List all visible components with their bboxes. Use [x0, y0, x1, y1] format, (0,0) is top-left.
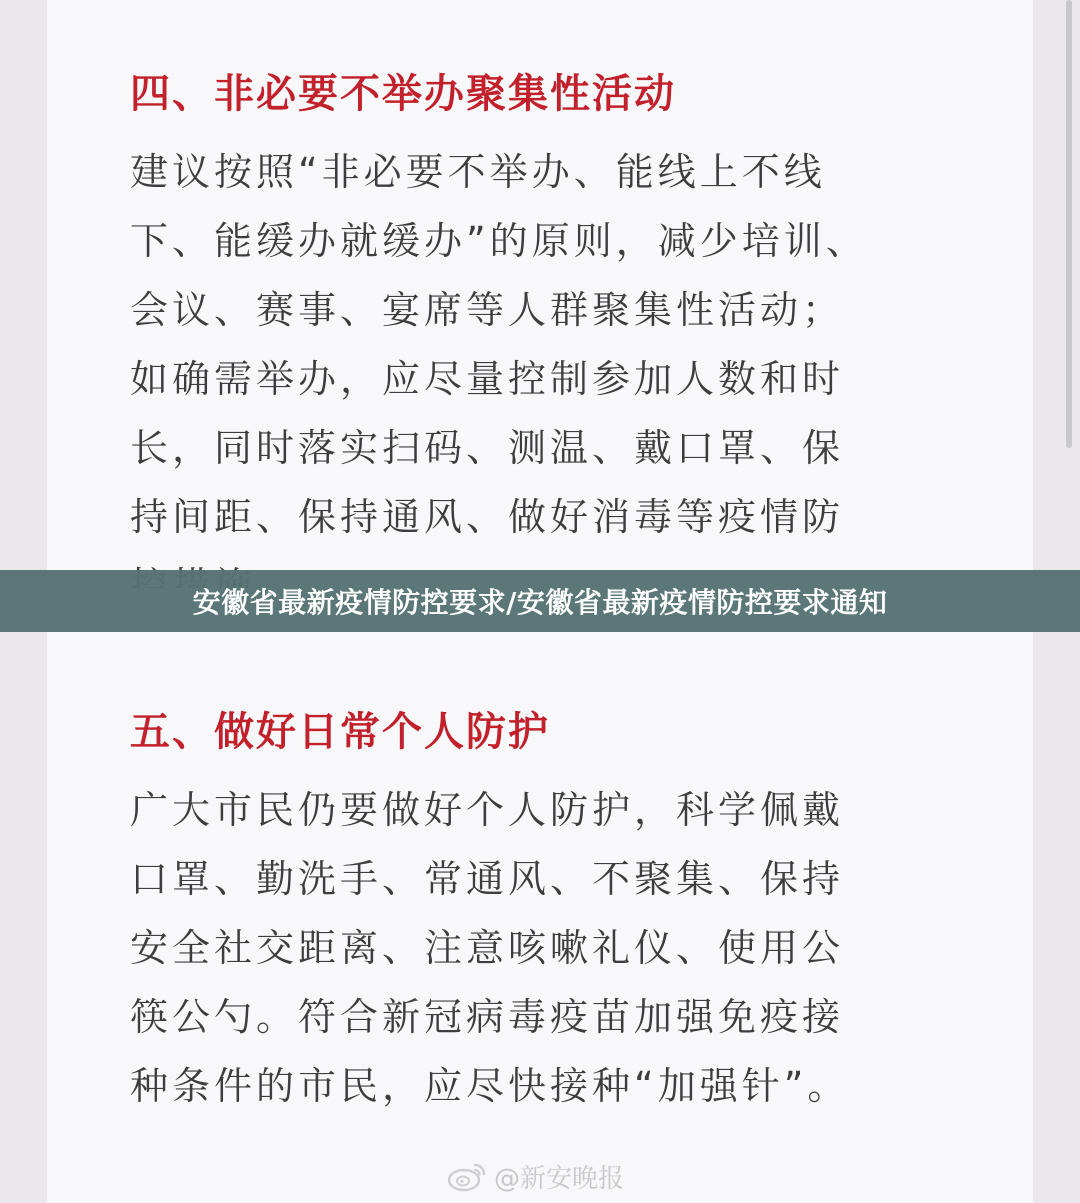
body-line: 下、能缓办就缓办”的原则，减少培训、 [130, 219, 868, 263]
title-banner[interactable] [0, 570, 1080, 632]
banner-title: 安徽省最新疫情防控要求/安徽省最新疫情防控要求通知 [192, 586, 888, 619]
watermark-text: @新安晚报 [494, 1163, 625, 1194]
section-5-heading: 五、做好日常个人防护 [130, 709, 550, 755]
body-line: 安全社交距离、注意咳嗽礼仪、使用公 [130, 926, 845, 970]
body-line: 如确需举办，应尽量控制参加人数和时 [130, 357, 845, 401]
section-4-body [130, 138, 868, 588]
weibo-icon [446, 1159, 488, 1193]
body-line: 持间距、保持通风、做好消毒等疫情防 [130, 495, 845, 539]
scrollbar[interactable] [1066, 0, 1072, 448]
section-4-heading: 四、非必要不举办聚集性活动 [130, 71, 676, 117]
body-line: 会议、赛事、宴席等人群聚集性活动； [130, 288, 845, 332]
body-line: 广大市民仍要做好个人防护，科学佩戴 [130, 788, 845, 832]
body-line: 种条件的市民，应尽快接种“加强针”。 [130, 1064, 850, 1108]
body-line: 建议按照“非必要不举办、能线上不线 [130, 150, 826, 194]
body-line: 口罩、勤洗手、常通风、不聚集、保持 [130, 857, 845, 901]
source-watermark [446, 1156, 624, 1196]
body-line: 长，同时落实扫码、测温、戴口罩、保 [130, 426, 845, 470]
section-5-body [130, 776, 849, 1121]
body-line: 筷公勺。符合新冠病毒疫苗加强免疫接 [130, 995, 845, 1039]
